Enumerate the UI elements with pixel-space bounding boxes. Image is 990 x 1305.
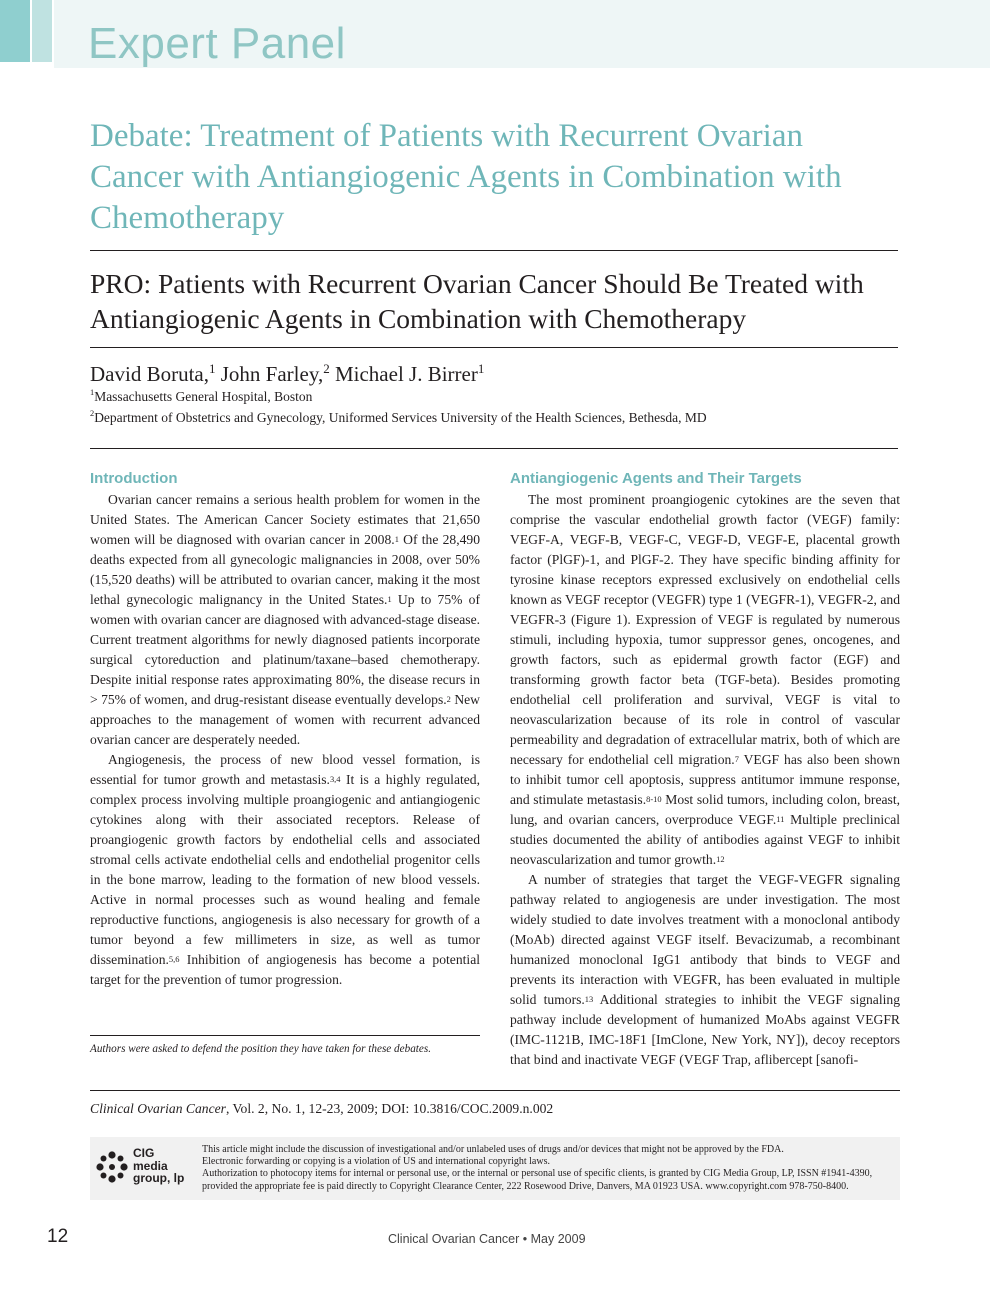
section-title: Expert Panel (88, 19, 346, 68)
paragraph: A number of strategies that target the VEGF-VEGFR signaling pathway related to angiogenesis are under investigation. The most widely studied to date involves treatment with a monoclonal antibody (MoAb) directed against VEGF itself. Bevacizumab, a recombinant humanized monoclonal IgG1 antibody that binds to VEGF and prevents its interaction with VEGFR, has been evaluated in multiple solid tumors.$^{13}$ Additional strategies to inhibit the VEGF signaling pathway include development of humanized MoAbs against VEGFR (IMC-1121B, IMC-18F1 [ImClone, New York, NY]), decoy receptors that bind and inactivate VEGF (VEGF Trap, aflibercept [sanofi- (510, 872, 900, 1067)
paragraph: Ovarian cancer remains a serious health problem for women in the United States. The American Cancer Society estimates that 21,650 women will be diagnosed with ovarian cancer in 2008.$^1$ Of the 28,490 deaths expected from all gynecologic malignancies in 2008, over 50% (15,520 deaths) will be attributed to ovarian cancer, making it the most lethal gynecologic malignancy in the United States.$^1$ Up to 75% of women with ovarian cancer are diagnosed with advanced-stage disease. Current treatment algorithms for newly diagnosed patients incorporate surgical cytoreduction and platinum/taxane–based chemotherapy. Despite initial response rates approximating 80%, the disease recurs in > 75% of women, and drug-resistant disease eventually develops.$^2$ New approaches to the management of women with recurrent advanced ovarian cancer are desperately needed. (90, 492, 481, 747)
reference: 11 (776, 814, 785, 824)
header-bar-dark (0, 0, 30, 62)
reference: 3,4 (329, 774, 341, 784)
affiliation-ref: 1 (90, 388, 95, 397)
author-affil-ref: 1 (208, 361, 216, 376)
debate-note: Authors were asked to defend the position they have taken for these debates. (90, 1043, 432, 1055)
author-affil-ref: 2 (323, 361, 330, 376)
citation-divider (90, 1090, 900, 1091)
paragraph: Angiogenesis, the process of new blood vessel formation, is essential for tumor growth and metastasis.$^{3,4}$ It is a highly regulated, complex process involving multiple proangiogenic and antiangiogenic cytokines along with their associated receptors. Release of proangiogenic growth factors by endothelial cells and associated stromal cells activate endothelial cells and endothelial progenitor cells in the bone marrow, leading to the formation of new blood vessels. Active in normal processes such as wound healing and female reproductive functions, angiogenesis is also necessary for growth of a tumor beyond a few millimeters in size, as well as tumor dissemination.$^{5,6}$ Inhibition of angiogenesis has become a potential target for the prevention of tumor progression. (90, 752, 480, 987)
author-list (90, 362, 484, 387)
page-number: 12 (47, 1226, 69, 1247)
paragraph: The most prominent proangiogenic cytokines are the seven that comprise the vascular endothelial growth factor (VEGF) family: VEGF-A, VEGF-B, VEGF-C, VEGF-D, VEGF-E, placental growth factor (PlGF)-1, and PlGF-2. They have specific binding affinity for tyrosine kinase receptors expressed exclusively on endothelial cells known as VEGF receptor (VEGFR) type 1 (VEGFR-1), VEGFR-2, and VEGFR-3 (Figure 1). Expression of VEGF is regulated by numerous stimuli, including hypoxia, tumor suppressor genes, oncogenes, and growth factors, such as epidermal growth factor (EGF) and transforming growth factor beta (TGF-beta). Besides promoting endothelial cell proliferation and survival, VEGF is vital to neovascularization because of its role in control of vascular permeability and degradation of extracellular matrix, both of which are necessary for endothelial cell migration.$^7$ VEGF has also been shown to inhibit tumor cell apoptosis, suppress antitumor immune response, and stimulate metastasis.$^{8-10}$ Most solid tumors, including colon, breast, lung, and ovarian cancers, overproduce VEGF.$^{11}$ Multiple preclinical studies documented the ability of antibodies against VEGF to inhibit neovascularization and tumor growth.$^{12}$ (510, 492, 900, 867)
reference: 8-10 (646, 794, 662, 804)
author-name: John Farley, (220, 362, 324, 386)
authors-divider (90, 347, 898, 348)
publisher-logo-text: CIG media group, lp (133, 1146, 185, 1185)
cig-logo-icon (95, 1150, 129, 1184)
author-name: Michael J. Birrer (334, 362, 478, 386)
journal-name: Clinical Ovarian Cancer (90, 1101, 226, 1116)
debate-title: Debate: Treatment of Patients with Recurrent Ovarian Cancer with Antiangiogenic Agents in Combination with Chemotherapy (90, 118, 842, 236)
reference: 7 (734, 754, 739, 764)
article-citation (90, 1101, 553, 1117)
header-bar-light (32, 0, 52, 62)
footer-journal-date: Clinical Ovarian Cancer • May 2009 (388, 1232, 586, 1246)
reference: 13 (584, 994, 594, 1004)
affiliation (90, 389, 312, 405)
reference: 1 (387, 594, 392, 604)
reference: 12 (716, 854, 725, 864)
affiliation (90, 410, 707, 426)
reference: 5,6 (168, 954, 180, 964)
reference: 1 (394, 534, 399, 544)
right-column-body (510, 490, 900, 1070)
copyright-disclaimer: This article might include the discussion of investigational and/or unlabeled uses of drugs and/or devices that might not be approved by the FDA. Electronic forwarding or copying is a violation of US and international copyright laws. Authorization to photocopy items for internal or personal use, or the internal or personal use of specific clients, is granted by CIG Media Group, LP, ISSN #1941-4390, provided the appropriate fee is paid directly to Copyright Clearance Center, 222 Rosewood Drive, Danvers, MA 01923 USA. www.copyright.com 978-750-8400. (202, 1144, 873, 1192)
reference: 2 (446, 694, 451, 704)
pro-title: PRO: Patients with Recurrent Ovarian Cancer Should Be Treated with Antiangiogenic Agents in Combination with Chemotherapy (90, 268, 864, 334)
author-name: David Boruta, (90, 362, 209, 386)
title-divider (90, 250, 898, 251)
left-column-body (90, 490, 480, 990)
citation-details: , Vol. 2, No. 1, 12-23, 2009; DOI: 10.3816/COC.2009.n.002 (225, 1101, 554, 1116)
targets-heading: Antiangiogenic Agents and Their Targets (510, 470, 802, 487)
affiliation-ref: 2 (90, 409, 95, 418)
note-divider (90, 1035, 480, 1036)
introduction-heading: Introduction (90, 470, 178, 487)
affiliation-text: Massachusetts General Hospital, Boston (94, 389, 313, 404)
author-affil-ref: 1 (477, 361, 485, 376)
affiliation-text: Department of Obstetrics and Gynecology, Uniformed Services University of the Health Sciences, Bethesda, MD (94, 410, 707, 425)
body-divider (90, 448, 898, 449)
